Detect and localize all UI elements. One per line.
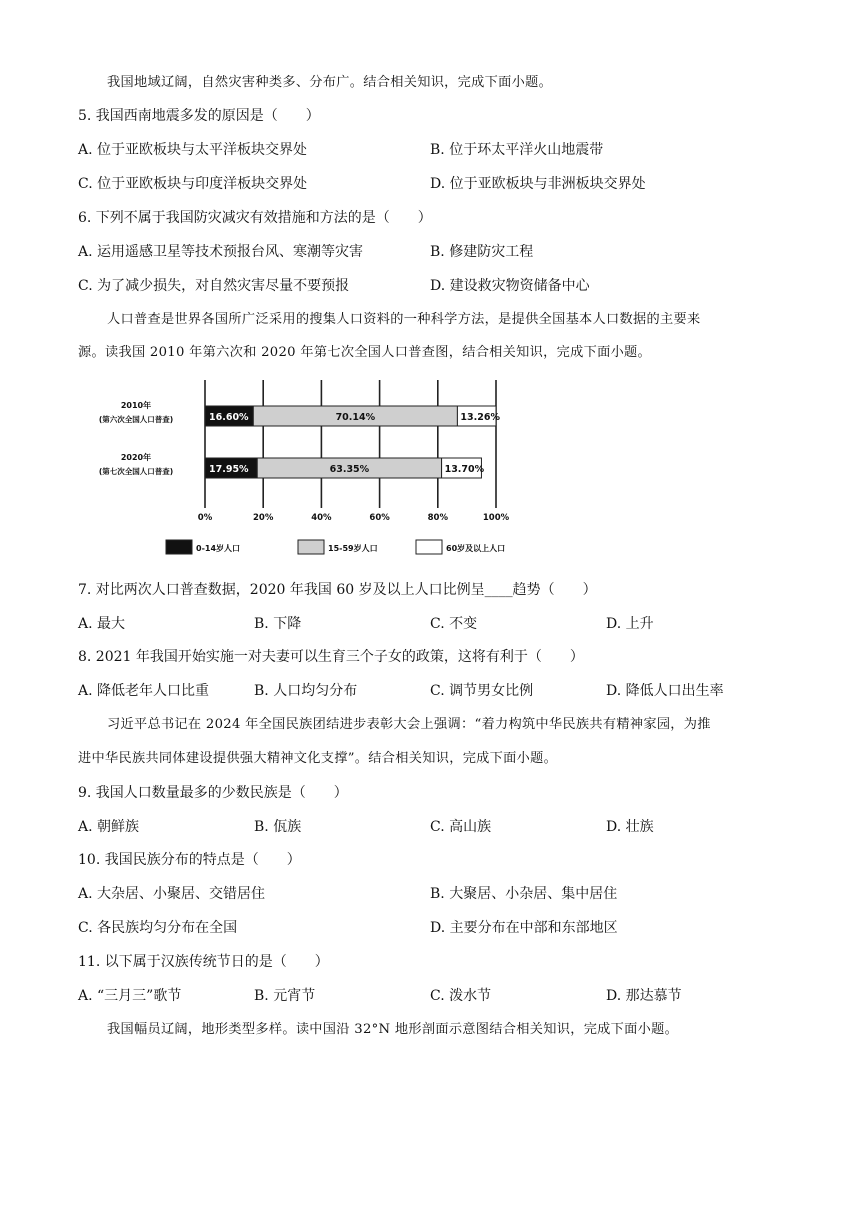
question-10-option-a: A. 大杂居、小聚居、交错居住 — [78, 886, 266, 902]
chart-x-tick-label: 100% — [482, 513, 510, 523]
question-5-option-b: B. 位于环太平洋火山地震带 — [430, 142, 604, 158]
intro-paragraph-census-line2: 源。读我国 2010 年第六次和 2020 年第七次全国人口普查图，结合相关知识，完成下面小题。 — [78, 345, 652, 360]
chart-category-year-label: 2010年 — [120, 401, 152, 410]
question-6-option-b: B. 修建防灾工程 — [430, 244, 534, 260]
chart-data-label: 16.60% — [209, 412, 249, 423]
question-6-stem: 6. 下列不属于我国防灾减灾有效措施和方法的是（ ） — [78, 210, 432, 226]
question-6-option-c: C. 为了减少损失，对自然灾害尽量不要预报 — [78, 278, 350, 294]
question-6-option-a: A. 运用遥感卫星等技术预报台风、寒潮等灾害 — [78, 244, 364, 260]
chart-gridlines — [205, 380, 496, 508]
question-10-stem: 10. 我国民族分布的特点是（ ） — [78, 852, 301, 868]
chart-legend-label: 60岁及以上人口 — [446, 544, 506, 553]
question-7-option-d: D. 上升 — [606, 616, 654, 632]
chart-x-tick-label: 40% — [311, 513, 332, 523]
chart-category-sub-label: (第七次全国人口普查) — [98, 467, 174, 476]
intro-paragraph-census-line1: 人口普查是世界各国所广泛采用的搜集人口资料的一种科学方法，是提供全国基本人口数据的主要来 — [107, 312, 701, 327]
question-7-option-b: B. 下降 — [254, 616, 302, 632]
question-9-option-d: D. 壮族 — [606, 819, 654, 835]
question-11-option-c: C. 泼水节 — [430, 988, 492, 1004]
chart-data-label: 70.14% — [335, 412, 376, 423]
chart-category-labels — [99, 400, 173, 476]
question-5-option-c: C. 位于亚欧板块与印度洋板块交界处 — [78, 176, 308, 192]
question-8-option-c: C. 调节男女比例 — [430, 683, 534, 699]
chart-data-label: 13.26% — [460, 412, 500, 423]
chart-legend — [166, 540, 505, 554]
question-11-option-b: B. 元宵节 — [254, 988, 316, 1004]
question-9-option-c: C. 高山族 — [430, 819, 492, 835]
chart-data-label: 17.95% — [209, 464, 249, 475]
chart-x-tick-label: 0% — [197, 513, 213, 523]
chart-x-tick-label: 80% — [427, 513, 448, 523]
question-7-option-c: C. 不变 — [430, 616, 478, 632]
question-6-option-d: D. 建设救灾物资储备中心 — [430, 278, 590, 294]
question-9-option-a: A. 朝鲜族 — [78, 819, 140, 835]
chart-data-label: 13.70% — [444, 464, 485, 475]
question-7-stem: 7. 对比两次人口普查数据，2020 年我国 60 岁及以上人口比例呈____趋势（ ） — [78, 582, 597, 598]
intro-paragraph-ethnic-line1: 习近平总书记在 2024 年全国民族团结进步表彰大会上强调：“着力构筑中华民族共有精神家园，为推 — [107, 717, 711, 732]
question-10-option-c: C. 各民族均匀分布在全国 — [78, 920, 238, 936]
question-5-stem: 5. 我国西南地震多发的原因是（ ） — [78, 108, 320, 124]
intro-paragraph-terrain: 我国幅员辽阔，地形类型多样。读中国沿 32°N 地形剖面示意图结合相关知识，完成下面小题。 — [107, 1022, 679, 1037]
question-11-stem: 11. 以下属于汉族传统节日的是（ ） — [78, 954, 329, 970]
question-8-option-d: D. 降低人口出生率 — [606, 683, 724, 699]
chart-legend-label: 0-14岁人口 — [196, 544, 241, 553]
chart-category-sub-label: (第六次全国人口普查) — [98, 415, 174, 424]
question-10-option-b: B. 大聚居、小杂居、集中居住 — [430, 886, 618, 902]
chart-category-year-label: 2020年 — [120, 453, 152, 462]
question-8-stem: 8. 2021 年我国开始实施一对夫妻可以生育三个子女的政策，这将有利于（ ） — [78, 649, 584, 665]
question-8-option-b: B. 人口均匀分布 — [254, 683, 358, 699]
intro-paragraph-ethnic-line2: 进中华民族共同体建设提供强大精神文化支撑”。结合相关知识，完成下面小题。 — [78, 751, 558, 766]
chart-legend-swatch — [298, 540, 324, 554]
chart-bars — [205, 406, 500, 478]
census-age-structure-chart — [78, 380, 538, 565]
chart-data-label: 63.35% — [329, 464, 370, 475]
question-9-stem: 9. 我国人口数量最多的少数民族是（ ） — [78, 785, 348, 801]
question-5-option-a: A. 位于亚欧板块与太平洋板块交界处 — [78, 142, 308, 158]
question-9-option-b: B. 佤族 — [254, 819, 302, 835]
chart-legend-label: 15-59岁人口 — [328, 544, 378, 553]
intro-paragraph-disasters: 我国地域辽阔，自然灾害种类多、分布广。结合相关知识，完成下面小题。 — [107, 75, 553, 90]
chart-x-tick-labels — [198, 513, 510, 523]
chart-legend-swatch — [416, 540, 442, 554]
question-10-option-d: D. 主要分布在中部和东部地区 — [430, 920, 618, 936]
question-8-option-a: A. 降低老年人口比重 — [78, 683, 210, 699]
chart-legend-swatch — [166, 540, 192, 554]
question-11-option-a: A. “三月三”歌节 — [78, 988, 182, 1004]
chart-x-tick-label: 20% — [253, 513, 274, 523]
chart-x-tick-label: 60% — [369, 513, 390, 523]
question-11-option-d: D. 那达慕节 — [606, 988, 682, 1004]
question-7-option-a: A. 最大 — [78, 616, 126, 632]
question-5-option-d: D. 位于亚欧板块与非洲板块交界处 — [430, 176, 646, 192]
